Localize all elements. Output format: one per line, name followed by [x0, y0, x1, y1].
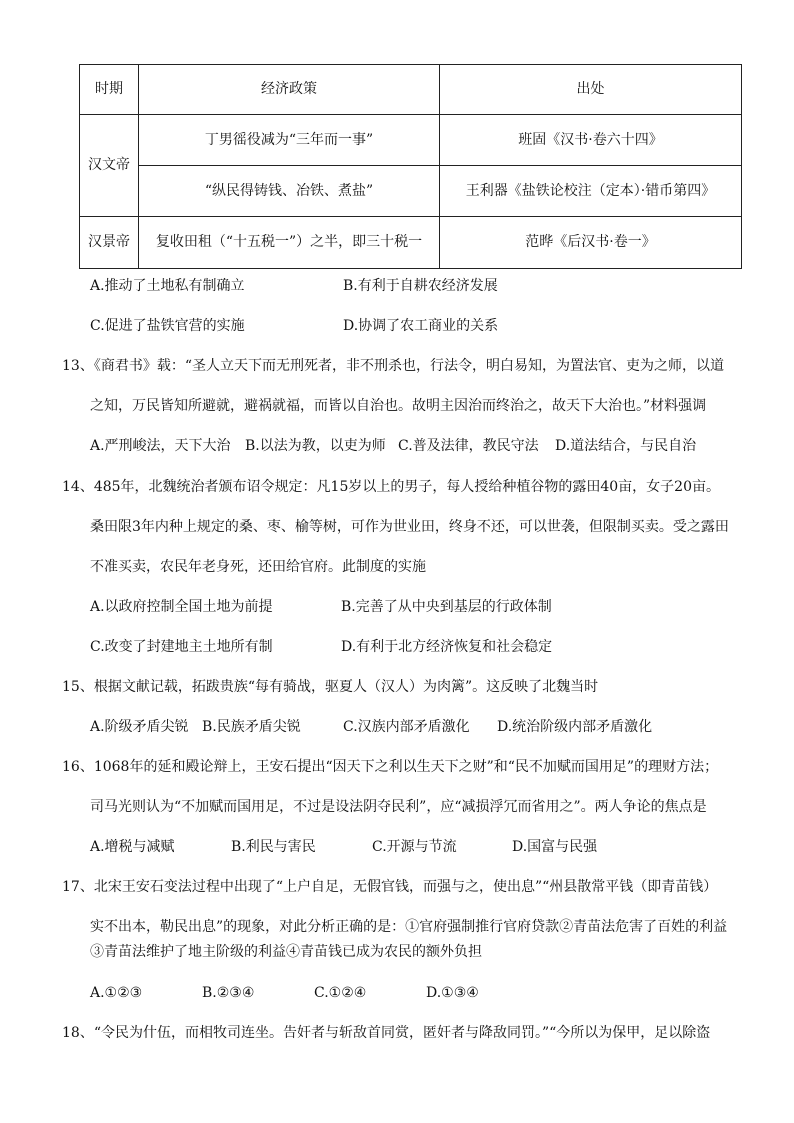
q12-option-d[interactable]: D.协调了农工商业的关系	[343, 318, 499, 334]
q12-option-b[interactable]: B.有利于自耕农经济发展	[343, 278, 498, 294]
q17-stem-line: 实不出本，勒民出息”的现象，对此分析正确的是：①官府强制推行官府贷款②青苗法危害了百姓的利益	[90, 919, 728, 935]
q14-option-d[interactable]: D.有利于北方经济恢复和社会稳定	[341, 639, 553, 655]
q17-option-a[interactable]: A.①②③	[90, 985, 143, 1001]
q17-stem-line: ③青苗法维护了地主阶级的利益④青苗钱已成为农民的额外负担	[90, 944, 482, 960]
q18-stem-line: 18、“令民为什伍，而相牧司连坐。告奸者与斩敌首同赏，匿奸者与降敌同罚。”“今所以为保甲，足以除盗	[62, 1025, 711, 1041]
source-cell: 王利器《盐铁论校注（定本）·错币第四》	[440, 166, 742, 217]
q14-option-a[interactable]: A.以政府控制全国土地为前提	[90, 599, 273, 615]
q16-stem-line: 16、1068年的延和殿论辩上，王安石提出“因天下之利以生天下之财”和“民不加赋而国用足”的理财方法；	[62, 759, 719, 775]
q12-option-c[interactable]: C.促进了盐铁官营的实施	[90, 318, 245, 334]
q16-option-d[interactable]: D.国富与民强	[512, 839, 598, 855]
period-cell: 汉景帝	[80, 217, 139, 269]
q16-option-a[interactable]: A.增税与减赋	[90, 839, 175, 855]
table-header-row	[80, 65, 742, 115]
period-cell: 汉文帝	[80, 115, 139, 217]
q17-option-c[interactable]: C.①②④	[314, 985, 367, 1001]
q15-stem-line: 15、根据文献记载，拓跋贵族“每有骑战，驱夏人（汉人）为肉篱”。这反映了北魏当时	[62, 679, 599, 695]
policy-cell: “纵民得铸钱、冶铁、煮盐”	[139, 166, 440, 217]
q13-option-c[interactable]: C.普及法律，教民守法	[398, 438, 539, 454]
q13-option-d[interactable]: D.道法结合，与民自治	[555, 438, 697, 454]
table-row	[80, 166, 742, 217]
q16-stem-line: 司马光则认为“不加赋而国用足，不过是设法阴夺民利”，应“减损浮冗而省用之”。两人争论的焦点是	[90, 799, 707, 815]
table-row	[80, 217, 742, 269]
source-cell: 范晔《后汉书·卷一》	[440, 217, 742, 269]
source-cell: 班固《汉书·卷六十四》	[440, 115, 742, 166]
q17-option-b[interactable]: B.②③④	[202, 985, 255, 1001]
q14-stem-line: 14、485年，北魏统治者颁布诏令规定：凡15岁以上的男子，每人授给种植谷物的露田40亩，女子20亩。	[62, 479, 720, 495]
table-row	[80, 115, 742, 166]
header-period: 时期	[80, 65, 139, 115]
q17-stem-line: 17、北宋王安石变法过程中出现了“上户自足，无假官钱，而强与之，使出息”“州县散常平钱（即青苗钱）	[62, 879, 718, 895]
policy-cell: 丁男徭役减为“三年而一事”	[139, 115, 440, 166]
q14-stem-line: 不准买卖，农民年老身死，还田给官府。此制度的实施	[90, 559, 426, 575]
header-source: 出处	[440, 65, 742, 115]
header-policy: 经济政策	[139, 65, 440, 115]
q14-stem-line: 桑田限3年内种上规定的桑、枣、榆等树，可作为世业田，终身不还，可以世袭，但限制买卖。受之露田	[90, 519, 729, 535]
q15-option-c[interactable]: C.汉族内部矛盾激化	[343, 719, 470, 735]
q17-option-d[interactable]: D.①③④	[426, 985, 479, 1001]
q14-option-b[interactable]: B.完善了从中央到基层的行政体制	[341, 599, 552, 615]
q15-option-b[interactable]: B.民族矛盾尖锐	[202, 719, 301, 735]
q13-option-b[interactable]: B.以法为教，以吏为师	[245, 438, 386, 454]
q15-option-d[interactable]: D.统治阶级内部矛盾激化	[497, 719, 653, 735]
policy-table	[79, 64, 742, 269]
q13-stem-line: 13、《商君书》载：“圣人立天下而无刑死者，非不刑杀也，行法令，明白易知，为置法官、吏为之师，以道	[62, 358, 724, 374]
q16-option-b[interactable]: B.利民与害民	[231, 839, 316, 855]
q16-option-c[interactable]: C.开源与节流	[372, 839, 457, 855]
q12-option-a[interactable]: A.推动了土地私有制确立	[90, 278, 245, 294]
q13-stem-line: 之知，万民皆知所避就，避祸就福，而皆以自治也。故明主因治而终治之，故天下大治也。”材料强调	[90, 398, 707, 414]
q15-option-a[interactable]: A.阶级矛盾尖锐	[90, 719, 189, 735]
q14-option-c[interactable]: C.改变了封建地主土地所有制	[90, 639, 273, 655]
q13-option-a[interactable]: A.严刑峻法，天下大治	[90, 438, 231, 454]
policy-cell: 复收田租（“十五税一”）之半，即三十税一	[139, 217, 440, 269]
